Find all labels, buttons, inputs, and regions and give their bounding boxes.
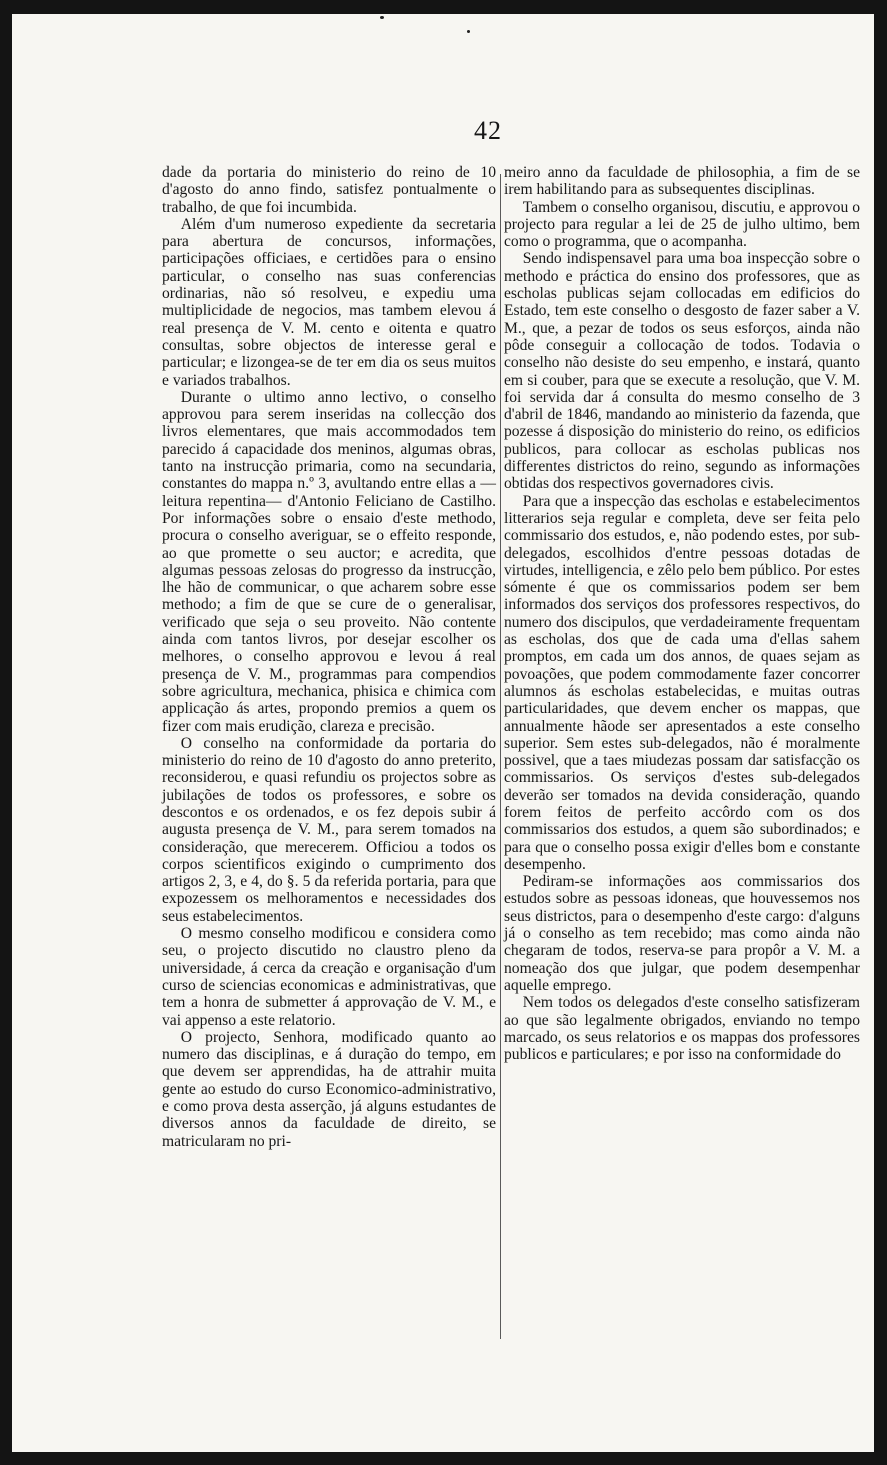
left-column (162, 164, 496, 1150)
paragraph: Pediram-se informações aos commissarios dos estudos sobre as pessoas idoneas, que houvessemos nos seus districtos, para o desempenho d'este cargo: d'alguns já o conselho as tem recebido; mas como ainda não chegaram de todos, reserva-se para propôr a V. M. a nomeação dos que julgar, que podem desempenhar aquelle emprego. (504, 873, 860, 994)
paragraph: Durante o ultimo anno lectivo, o conselho approvou para serem inseridas na collecção dos livros elementares, que mais accommodados tem parecido á capacidade dos meninos, algumas obras, tanto na instrucção primaria, como na secundaria, constantes do mappa n.º 3, avultando entre ellas a —leitura repentina— d'Antonio Feliciano de Castilho. Por informações sobre o ensaio d'este methodo, procura o conselho averiguar, se o effeito responde, ao que promette o seu auctor; e acredita, que algumas pessoas zelosas do progresso da instrucção, lhe hão de communicar, o que acharem sobre esse methodo; a fim de que se cure de o generalisar, verificado que seja o seu proveito. Não contente ainda com tantos livros, por desejar escolher os melhores, o conselho approvou e levou á real presença de V. M., programmas para compendios sobre agricultura, mechanica, phisica e chimica com applicação ás artes, propondo premios a quem os fizer com mais erudição, clareza e precisão. (162, 388, 496, 735)
paragraph: O projecto, Senhora, modificado quanto ao numero das disciplinas, e á duração do tempo, em que devem ser apprendidas, ha de attrahir muita gente ao estudo do curso Economico-administrativo, e como prova desta asserção, já alguns estudantes de diversos annos da faculdade de direito, se matricularam no pri- (162, 1028, 496, 1150)
paragraph: Tambem o conselho organisou, discutiu, e approvou o projecto para regular a lei de 25 de julho ultimo, bem como o programma, que o acompanha. (504, 198, 860, 251)
paragraph: Além d'um numeroso expediente da secretaria para abertura de concursos, informações, participações officiaes, e certidões para o ensino particular, o conselho nas suas conferencias ordinarias, não só resolveu, e expediu uma multiplicidade de negocios, mas tambem elevou á real presença de V. M. cento e oitenta e quatro consultas, sobre objectos de interesse geral e particular; e lizongea-se de ter em dia os seus muitos e variados trabalhos. (162, 215, 496, 389)
paragraph: meiro anno da faculdade de philosophia, a fim de se irem habilitando para as subsequentes disciplinas. (504, 164, 860, 199)
ink-speck (380, 16, 384, 19)
column-divider (500, 174, 501, 1339)
paragraph: Sendo indispensavel para uma boa inspecção sobre o methodo e práctica do ensino dos professores, que as escholas publicas sejam collocadas em edificios do Estado, tem este conselho o desgosto de fazer saber a V. M., que, a pezar de todos os seus esforços, ainda não pôde conseguir a collocação de todos. Todavia o conselho não desiste do seu empenho, e instará, quanto em si couber, para que se execute a resolução, que V. M. foi servida dar á consulta do mesmo conselho de 3 d'abril de 1846, mandando ao ministerio da fazenda, que pozesse á disposição do ministerio do reino, os edificios publicos, para collocar as escholas publicas nos differentes districtos do reino, segundo as informações obtidas dos respectivos governadores civis. (504, 250, 860, 493)
paragraph: Para que a inspecção das escholas e estabelecimentos litterarios seja regular e completa, deve ser feita pelo commissario dos estudos, e, não podendo estes, por sub-delegados, escolhidos d'entre pessoas dotadas de virtudes, intelligencia, e zêlo pelo bem público. Por estes sómente é que os commissarios podem ser bem informados dos serviços dos professores respectivos, do numero dos discipulos, que verdadeiramente frequentam as escholas, dos que de cada uma d'ellas sahem promptos, em cada um dos annos, de quaes sejam as povoações, que podem commodamente fazer concorrer alumnos ás escholas estabelecidas, e muitas outras particularidades, que devem encher os mappas, que annualmente hãode ser apresentados a este conselho superior. Sem estes sub-delegados, não é moralmente possivel, que a taes miudezas possam dar satisfacção os commissarios. Os serviços d'estes sub-delegados deverão ser tomados na devida consideração, quando forem feitos de perfeito accôrdo com os dos commissarios dos estudos, a quem são subordinados; e para que o conselho possa exigir d'elles bom e constante desempenho. (504, 492, 860, 873)
page-number: 42 (474, 116, 502, 145)
scanned-page (12, 14, 874, 1452)
paragraph: Nem todos os delegados d'este conselho satisfizeram ao que são legalmente obrigados, enviando no tempo marcado, os seus relatorios e os mappas dos professores publicos e particulares; e por isso na conformidade do (504, 994, 860, 1064)
paragraph: O mesmo conselho modificou e considera como seu, o projecto discutido no claustro pleno da universidade, á cerca da creação e organisação d'um curso de sciencias economicas e administrativas, que tem a honra de submetter á approvação de V. M., e vai appenso a este relatorio. (162, 925, 496, 1029)
paragraph: O conselho na conformidade da portaria do ministerio do reino de 10 d'agosto do anno preterito, reconsiderou, e quasi refundiu os projectos sobre as jubilações de todos os professores, e sobre os descontos e os ordenados, e os fez depois subir á augusta presença de V. M., para serem tomados na consideração, que merecerem. Officiou a todos os corpos scientificos exigindo o cumprimento dos artigos 2, 3, e 4, do §. 5 da referida portaria, para que expozessem os melhoramentos e necessidades dos seus estabelecimentos. (162, 734, 496, 925)
paragraph: dade da portaria do ministerio do reino de 10 d'agosto do anno findo, satisfez pontualmente o trabalho, de que foi incumbida. (162, 164, 496, 216)
right-column (504, 164, 860, 1063)
ink-speck (467, 30, 470, 33)
